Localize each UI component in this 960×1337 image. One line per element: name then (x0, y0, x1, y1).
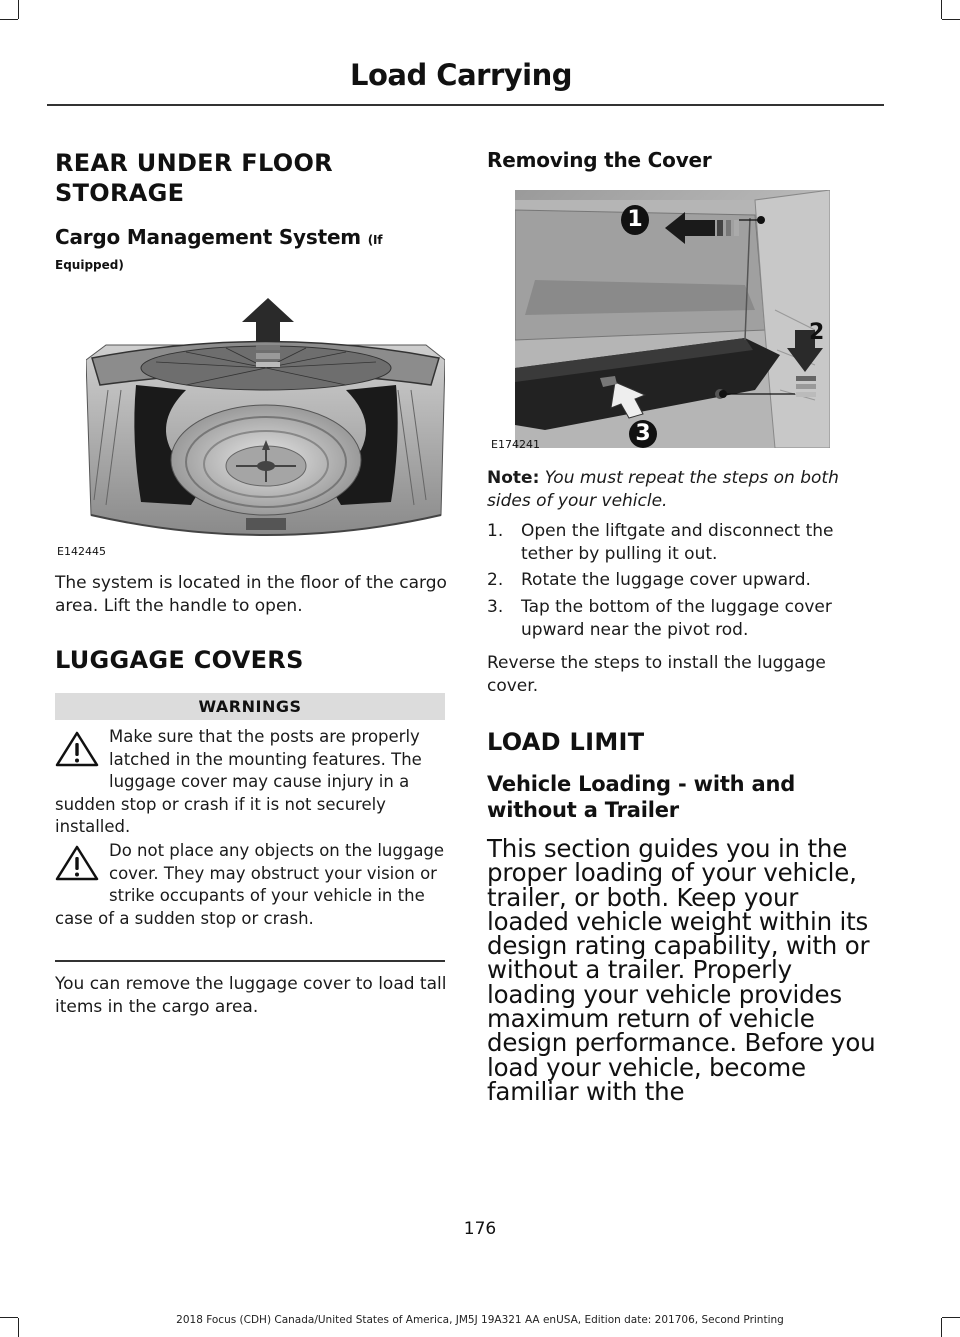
step-text: Open the liftgate and disconnect the tether by pulling it out. (521, 521, 834, 564)
section-title-line: REAR UNDER FLOOR (55, 149, 333, 177)
subsection-title-vehicle-loading: Vehicle Loading - with and without a Trailer (487, 772, 796, 822)
warning-item (55, 840, 447, 930)
body-paragraph: You can remove the luggage cover to load tall items in the cargo area. (55, 974, 447, 1017)
warning-text: Make sure that the posts are properly latched in the mounting features. The luggage cover may cause injury in a sudden stop or crash if it is not securely installed. (55, 727, 422, 836)
warnings-divider (55, 960, 445, 962)
step-number: 2. (487, 570, 504, 590)
step-number: 1. (487, 521, 504, 541)
warning-item (55, 726, 447, 839)
figure-code: E174241 (491, 438, 540, 451)
luggage-cover-removal-illustration (515, 190, 830, 448)
note-label: Note: (487, 468, 540, 488)
crop-mark (0, 19, 18, 20)
list-item (487, 520, 882, 566)
header-divider (47, 104, 884, 106)
page-header-title: Load Carrying (349, 58, 572, 92)
subsection-qualifier: (If (367, 233, 383, 247)
note-paragraph (487, 467, 882, 513)
page-number: 176 (463, 1219, 497, 1239)
body-paragraph: Reverse the steps to install the luggage cover. (487, 653, 826, 696)
note-text: You must repeat the steps on both sides of your vehicle. (487, 468, 839, 511)
subsection-title-cargo-management (55, 225, 425, 252)
subsection-qualifier: Equipped) (55, 258, 124, 272)
cargo-floor-illustration (86, 290, 445, 544)
crop-mark (941, 0, 942, 19)
callout-label: 2 (809, 320, 825, 345)
section-title-rear-under-floor-storage (55, 148, 375, 208)
section-title-load-limit: LOAD LIMIT (487, 728, 645, 756)
step-text: Rotate the luggage cover upward. (521, 570, 811, 590)
step-number: 3. (487, 597, 504, 617)
callout-label: 1 (621, 205, 649, 235)
page-footer: 2018 Focus (CDH) Canada/United States of America, JM5J 19A321 AA enUSA, Edition date: 201706, Second Printing (176, 1314, 784, 1326)
callout-label: 3 (629, 420, 657, 448)
section-title-luggage-covers: LUGGAGE COVERS (55, 646, 304, 674)
crop-mark (942, 19, 960, 20)
crop-mark (18, 0, 19, 19)
body-paragraph: The system is located in the floor of the cargo area. Lift the handle to open. (55, 573, 447, 616)
warnings-header: WARNINGS (55, 693, 445, 720)
list-item (487, 569, 882, 592)
body-paragraph-large: This section guides you in the proper loading of your vehicle, trailer, or both. Keep your loaded vehicle weight within its design rating capability, with or without a trailer. Properly loading your vehicle provides maximum return of vehicle design performance. Before you load your vehicle, become familiar with the (487, 834, 876, 1106)
subsection-title-removing-cover: Removing the Cover (487, 148, 712, 172)
warning-triangle-icon (55, 840, 107, 900)
warning-triangle-icon (55, 726, 107, 786)
warning-text: Do not place any objects on the luggage cover. They may obstruct your vision or strike occupants of your vehicle in the case of a sudden stop or crash. (55, 841, 445, 928)
figure-code: E142445 (57, 545, 106, 558)
list-item (487, 596, 882, 642)
step-text: Tap the bottom of the luggage cover upward near the pivot rod. (521, 597, 832, 640)
section-title-line: STORAGE (55, 179, 185, 207)
subsection-title-text: Cargo Management System (55, 225, 361, 249)
